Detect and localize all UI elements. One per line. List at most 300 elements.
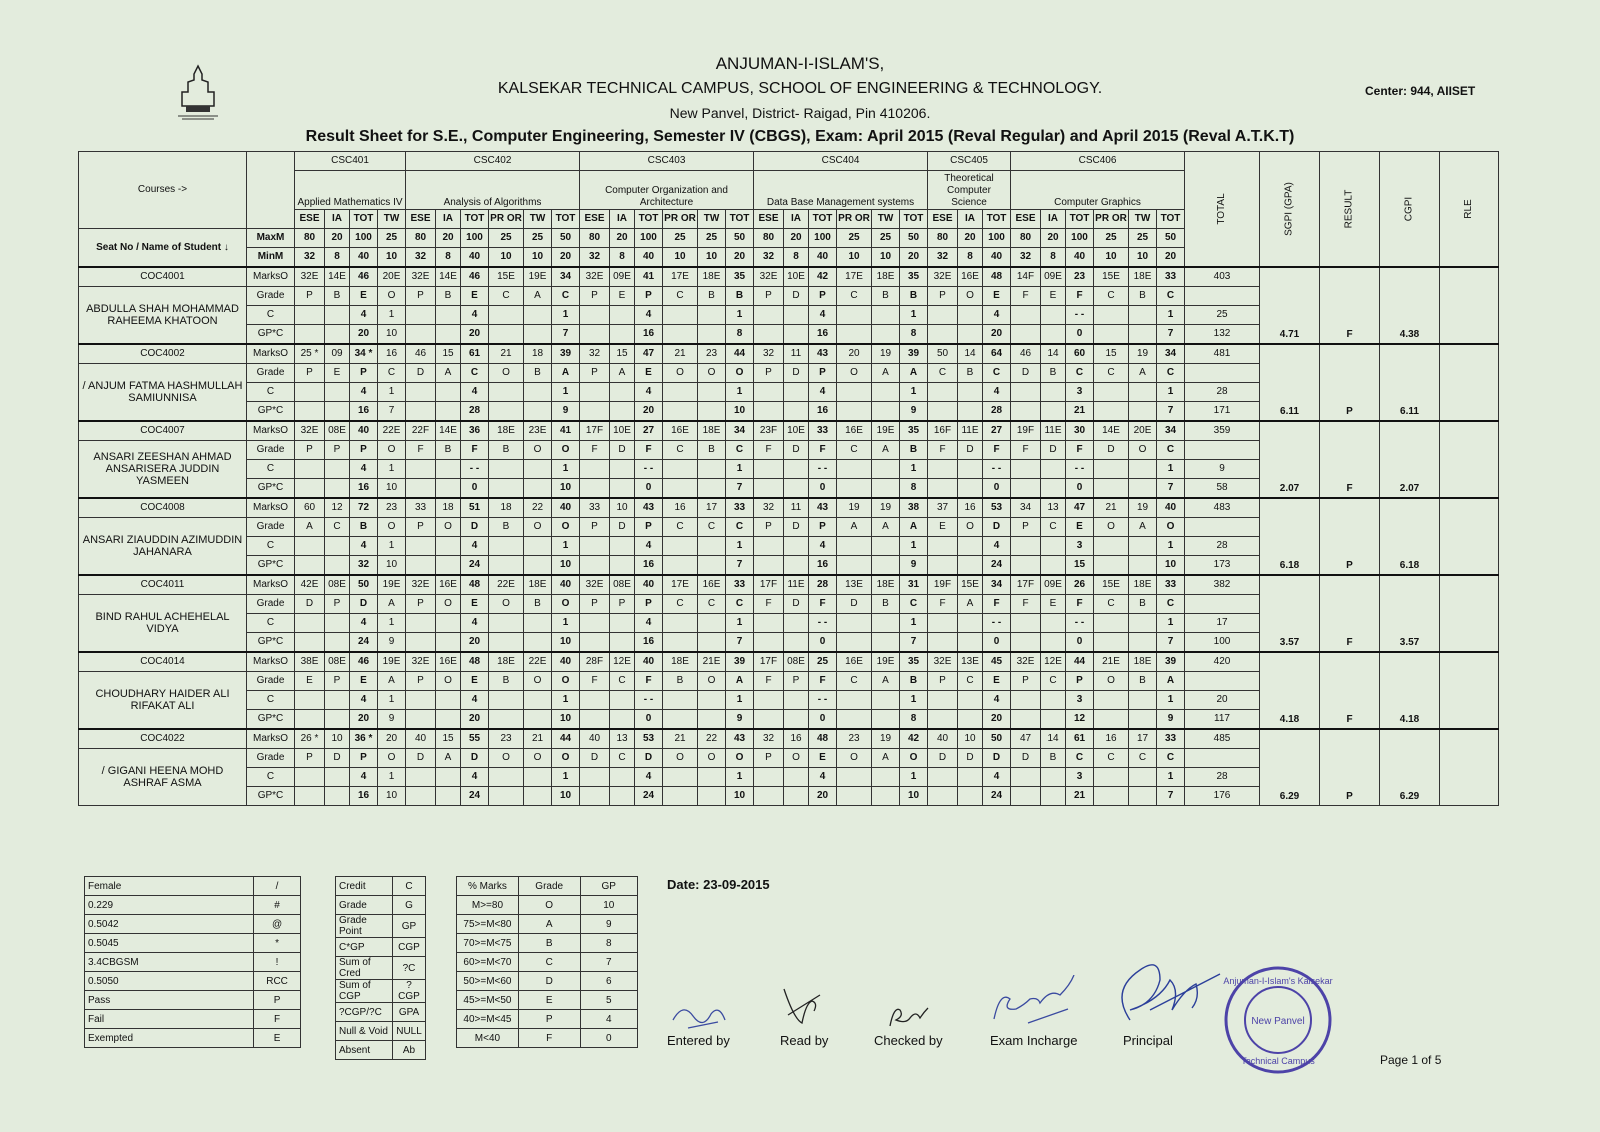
min-mark: 10 xyxy=(663,248,698,268)
marks-cell: 40 xyxy=(406,729,436,749)
grade-cell: F xyxy=(406,441,436,460)
c-cell xyxy=(663,537,698,556)
gpc-cell: 9 xyxy=(552,402,580,422)
min-mark: 8 xyxy=(610,248,635,268)
c-cell: 1 xyxy=(900,537,928,556)
max-mark: 100 xyxy=(1066,229,1094,248)
grade-cell: P xyxy=(1066,672,1094,691)
gpc-cell: 0 xyxy=(635,710,663,730)
grade-cell: O xyxy=(698,672,726,691)
grade-cell: P xyxy=(295,364,325,383)
marks-cell: 09E xyxy=(1041,575,1066,595)
c-cell xyxy=(928,460,958,479)
student-cgpi: 2.07 xyxy=(1380,421,1440,498)
summary-total: 420 xyxy=(1185,652,1260,672)
grade-cell: B xyxy=(1129,595,1157,614)
c-cell: 1 xyxy=(726,614,754,633)
column-label: ESE xyxy=(754,210,784,229)
gpc-cell xyxy=(580,556,610,576)
grade-cell: D xyxy=(784,441,809,460)
grade-cell: O xyxy=(552,749,580,768)
grade-scale-cell: E xyxy=(518,991,580,1010)
c-cell xyxy=(436,614,461,633)
c-cell xyxy=(406,768,436,787)
grade-cell: O xyxy=(784,749,809,768)
gpc-cell: 10 xyxy=(726,402,754,422)
grade-cell: D xyxy=(461,749,489,768)
row-label: C xyxy=(247,691,295,710)
c-cell: 4 xyxy=(350,768,378,787)
marks-cell: 48 xyxy=(461,575,489,595)
seat-number: COC4014 xyxy=(79,652,247,672)
grade-scale-cell: O xyxy=(518,896,580,915)
c-cell xyxy=(580,614,610,633)
gpc-cell: 15 xyxy=(1066,556,1094,576)
marks-cell: 46 xyxy=(1011,344,1041,364)
grade-cell: O xyxy=(900,749,928,768)
gpc-cell xyxy=(784,633,809,653)
grade-cell: C xyxy=(1041,518,1066,537)
c-cell xyxy=(754,537,784,556)
legend-row xyxy=(336,915,426,938)
c-cell: 1 xyxy=(378,460,406,479)
gpc-cell xyxy=(928,402,958,422)
c-cell xyxy=(754,383,784,402)
marks-cell: 16 xyxy=(1094,729,1129,749)
min-mark: 10 xyxy=(489,248,524,268)
c-cell: - - xyxy=(983,614,1011,633)
signature-label-entered-by: Entered by xyxy=(667,1033,730,1048)
c-cell xyxy=(663,691,698,710)
grade-cell: P xyxy=(1011,672,1041,691)
legend-cell: GP xyxy=(393,915,426,938)
marks-cell: 23F xyxy=(754,421,784,441)
grade-cell: E xyxy=(1041,287,1066,306)
c-cell xyxy=(325,460,350,479)
marks-cell: 19 xyxy=(837,498,872,518)
c-cell: 4 xyxy=(350,691,378,710)
course-name: Analysis of Algorithms xyxy=(406,171,580,210)
c-cell: 4 xyxy=(983,691,1011,710)
student-rle xyxy=(1440,498,1499,575)
max-mark: 100 xyxy=(461,229,489,248)
gpc-cell xyxy=(610,710,635,730)
marks-cell: 16E xyxy=(837,652,872,672)
c-cell xyxy=(406,691,436,710)
grade-cell: C xyxy=(1041,672,1066,691)
grade-cell: P xyxy=(635,518,663,537)
grade-cell: P xyxy=(350,749,378,768)
grade-cell: P xyxy=(928,672,958,691)
gpc-cell xyxy=(784,479,809,499)
gpc-cell xyxy=(663,556,698,576)
c-cell: 1 xyxy=(726,460,754,479)
grade-cell: C xyxy=(1157,595,1185,614)
grade-scale-cell: 7 xyxy=(580,953,638,972)
marks-cell: 08E xyxy=(325,575,350,595)
grade-cell: C xyxy=(663,518,698,537)
c-cell xyxy=(1011,460,1041,479)
gpc-cell xyxy=(295,556,325,576)
c-cell xyxy=(406,537,436,556)
marks-cell: 19E xyxy=(872,421,900,441)
c-cell: 1 xyxy=(552,768,580,787)
row-label: Grade xyxy=(247,441,295,460)
c-cell xyxy=(784,460,809,479)
grade-cell: O xyxy=(378,518,406,537)
grade-cell: O xyxy=(1157,518,1185,537)
c-cell xyxy=(325,691,350,710)
gpc-cell xyxy=(1011,402,1041,422)
marks-cell: 11 xyxy=(784,344,809,364)
grade-cell: A xyxy=(378,595,406,614)
summary-sumc: 9 xyxy=(1185,460,1260,479)
c-cell xyxy=(1041,768,1066,787)
grade-cell: O xyxy=(489,364,524,383)
column-label: TW xyxy=(1129,210,1157,229)
max-mark: 20 xyxy=(325,229,350,248)
legend-row xyxy=(85,934,301,953)
column-label: TOT xyxy=(726,210,754,229)
gpc-cell xyxy=(489,710,524,730)
marks-cell: 32E xyxy=(406,575,436,595)
grade-cell: E xyxy=(461,672,489,691)
c-cell: 4 xyxy=(461,306,489,325)
grade-cell: O xyxy=(436,518,461,537)
marks-cell: 72 xyxy=(350,498,378,518)
gpc-cell: 16 xyxy=(635,633,663,653)
c-cell xyxy=(754,691,784,710)
c-cell xyxy=(610,306,635,325)
grade-scale-row xyxy=(457,1010,638,1029)
summary-blank xyxy=(1185,287,1260,306)
grade-scale-cell: 70>=M<75 xyxy=(457,934,519,953)
grade-cell: D xyxy=(784,595,809,614)
grade-cell: E xyxy=(1066,518,1094,537)
gpc-cell: 7 xyxy=(726,479,754,499)
max-mark: 100 xyxy=(635,229,663,248)
student-cgpi: 4.18 xyxy=(1380,652,1440,729)
student-sgpi: 3.57 xyxy=(1260,575,1320,652)
grade-cell: P xyxy=(635,287,663,306)
stamp-text: New Panvel xyxy=(1251,1016,1305,1027)
gpc-cell xyxy=(784,556,809,576)
marks-cell: 33 xyxy=(580,498,610,518)
gpc-cell xyxy=(524,325,552,345)
c-cell xyxy=(1041,383,1066,402)
c-cell: 4 xyxy=(809,768,837,787)
result-table xyxy=(78,151,1499,806)
marks-cell: 15E xyxy=(489,267,524,287)
marks-cell: 39 xyxy=(726,652,754,672)
marks-cell: 60 xyxy=(295,498,325,518)
student-name: ABDULLA SHAH MOHAMMAD RAHEEMA KHATOON xyxy=(79,287,247,345)
gpc-cell xyxy=(928,556,958,576)
grade-cell: O xyxy=(378,441,406,460)
marks-cell: 40 xyxy=(580,729,610,749)
min-mark: 20 xyxy=(900,248,928,268)
c-cell xyxy=(295,383,325,402)
marks-cell: 33 xyxy=(726,498,754,518)
student-rle xyxy=(1440,652,1499,729)
gpc-cell xyxy=(610,556,635,576)
marks-cell: 21E xyxy=(698,652,726,672)
gpc-cell: 7 xyxy=(378,402,406,422)
marks-cell: 17E xyxy=(663,267,698,287)
c-cell xyxy=(524,691,552,710)
grade-cell: C xyxy=(1157,364,1185,383)
c-cell xyxy=(928,537,958,556)
legend-cell: C xyxy=(393,877,426,896)
grade-cell: C xyxy=(663,287,698,306)
marks-cell: 14E xyxy=(436,267,461,287)
gpc-cell: 10 xyxy=(552,556,580,576)
min-mark: 8 xyxy=(958,248,983,268)
seat-number: COC4007 xyxy=(79,421,247,441)
min-mark: 40 xyxy=(461,248,489,268)
c-cell xyxy=(489,614,524,633)
c-cell xyxy=(958,614,983,633)
marks-cell: 48 xyxy=(983,267,1011,287)
grade-scale-cell: D xyxy=(518,972,580,991)
gpc-cell: 21 xyxy=(1066,787,1094,806)
c-cell: - - xyxy=(1066,306,1094,325)
row-label: C xyxy=(247,306,295,325)
column-label: TW xyxy=(872,210,900,229)
grade-scale-row xyxy=(457,934,638,953)
grade-cell: P xyxy=(580,364,610,383)
min-mark: 32 xyxy=(406,248,436,268)
summary-sumc: 20 xyxy=(1185,691,1260,710)
grade-cell: E xyxy=(635,364,663,383)
gpc-cell xyxy=(489,556,524,576)
gpc-cell xyxy=(928,633,958,653)
marks-cell: 16 xyxy=(378,344,406,364)
grade-cell: O xyxy=(552,518,580,537)
result-header xyxy=(1320,152,1380,268)
gpc-cell xyxy=(1041,633,1066,653)
marks-cell: 17 xyxy=(1129,729,1157,749)
max-mark: 20 xyxy=(784,229,809,248)
course-code-csc405: CSC405 xyxy=(928,152,1011,171)
legend-cell: 3.4CBGSM xyxy=(85,953,254,972)
grade-cell: O xyxy=(837,749,872,768)
gpc-cell xyxy=(610,402,635,422)
gpc-cell xyxy=(524,556,552,576)
gpc-cell xyxy=(872,479,900,499)
student-sgpi: 2.07 xyxy=(1260,421,1320,498)
gpc-cell xyxy=(580,402,610,422)
sgpi-header-text: SGPI (GPA) xyxy=(1283,182,1295,236)
legend-cell: E xyxy=(254,1029,301,1048)
c-cell xyxy=(754,768,784,787)
min-mark: 40 xyxy=(635,248,663,268)
grade-cell: A xyxy=(872,518,900,537)
c-cell: 1 xyxy=(1157,614,1185,633)
grade-cell: P xyxy=(295,441,325,460)
gpc-cell xyxy=(784,325,809,345)
marks-cell: 44 xyxy=(552,729,580,749)
grade-cell: P xyxy=(635,595,663,614)
legend-cell: 0.5042 xyxy=(85,915,254,934)
grade-cell: D xyxy=(610,441,635,460)
c-cell xyxy=(489,537,524,556)
svg-text:Anjuman-I-Islam's Kalsekar: Anjuman-I-Islam's Kalsekar xyxy=(1223,976,1333,986)
course-name: Computer Organization and Architecture xyxy=(580,171,754,210)
legend-cell: CGP xyxy=(393,938,426,957)
gpc-cell xyxy=(580,787,610,806)
grade-cell: B xyxy=(489,518,524,537)
grade-cell: O xyxy=(489,749,524,768)
grade-cell: D xyxy=(983,749,1011,768)
gpc-cell: 7 xyxy=(1157,633,1185,653)
summary-sumc: 25 xyxy=(1185,306,1260,325)
marks-cell: 34 xyxy=(1011,498,1041,518)
legend-cell: G xyxy=(393,896,426,915)
grade-cell: P xyxy=(784,672,809,691)
marks-cell: 16E xyxy=(698,575,726,595)
grade-scale-cell: A xyxy=(518,915,580,934)
c-cell: 4 xyxy=(350,614,378,633)
marks-cell: 19E xyxy=(378,652,406,672)
gpc-cell: 24 xyxy=(350,633,378,653)
seat-number: COC4002 xyxy=(79,344,247,364)
column-label: TOT xyxy=(635,210,663,229)
c-cell: 1 xyxy=(378,383,406,402)
column-label: IA xyxy=(610,210,635,229)
gpc-cell xyxy=(436,402,461,422)
grade-scale-table xyxy=(456,876,638,1048)
grade-cell: P xyxy=(406,518,436,537)
student-result: P xyxy=(1320,498,1380,575)
max-mark: 100 xyxy=(350,229,378,248)
center-code: Center: 944, AIISET xyxy=(1365,84,1476,98)
marks-cell: 45 xyxy=(983,652,1011,672)
c-cell xyxy=(698,460,726,479)
marks-cell: 23 xyxy=(378,498,406,518)
row-label: C xyxy=(247,768,295,787)
marks-cell: 47 xyxy=(1066,498,1094,518)
grade-cell: F xyxy=(928,595,958,614)
c-cell xyxy=(958,768,983,787)
c-cell xyxy=(295,614,325,633)
c-cell xyxy=(663,306,698,325)
student-row-marks xyxy=(79,344,1499,364)
column-label: PR OR xyxy=(837,210,872,229)
signature-label-principal: Principal xyxy=(1123,1033,1173,1048)
legend-row xyxy=(336,1003,426,1022)
marks-cell: 28 xyxy=(809,575,837,595)
legend-cell: F xyxy=(254,1010,301,1029)
gpc-cell xyxy=(837,710,872,730)
c-cell: 1 xyxy=(726,691,754,710)
marks-cell: 08E xyxy=(610,575,635,595)
grade-cell: O xyxy=(837,364,872,383)
header-line-3: New Panvel, District- Raigad, Pin 410206. xyxy=(669,105,931,121)
gpc-cell xyxy=(663,325,698,345)
cgpi-header xyxy=(1380,152,1440,268)
summary-sumgpc: 58 xyxy=(1185,479,1260,499)
marks-cell: 41 xyxy=(635,267,663,287)
marks-cell: 17 xyxy=(698,498,726,518)
marks-cell: 51 xyxy=(461,498,489,518)
gpc-cell: 24 xyxy=(461,556,489,576)
legend-cell: ?C xyxy=(393,957,426,980)
gpc-cell xyxy=(524,402,552,422)
gpc-cell xyxy=(1041,479,1066,499)
gpc-cell xyxy=(524,479,552,499)
grade-cell: E xyxy=(610,287,635,306)
summary-blank xyxy=(1185,595,1260,614)
gpc-cell: 16 xyxy=(635,556,663,576)
gpc-cell xyxy=(610,787,635,806)
column-label: PR OR xyxy=(1094,210,1129,229)
legend-cell: Pass xyxy=(85,991,254,1010)
marks-cell: 40 xyxy=(552,575,580,595)
marks-cell: 61 xyxy=(1066,729,1094,749)
marks-cell: 16E xyxy=(837,421,872,441)
marks-cell: 23 xyxy=(1066,267,1094,287)
c-cell: - - xyxy=(1066,614,1094,633)
legend-row xyxy=(85,1029,301,1048)
grade-cell: A xyxy=(295,518,325,537)
grade-cell: C xyxy=(1157,749,1185,768)
legend-row xyxy=(336,938,426,957)
grade-scale-cell: 10 xyxy=(580,896,638,915)
gpc-cell xyxy=(872,787,900,806)
marks-cell: 12E xyxy=(610,652,635,672)
marks-cell: 20E xyxy=(1129,421,1157,441)
marks-cell: 15E xyxy=(1094,267,1129,287)
gpc-cell: 20 xyxy=(461,325,489,345)
gpc-cell xyxy=(784,710,809,730)
grade-cell: A xyxy=(872,749,900,768)
grade-scale-row xyxy=(457,896,638,915)
c-cell: 4 xyxy=(983,537,1011,556)
signature-label-exam-incharge: Exam Incharge xyxy=(990,1033,1078,1048)
grade-cell: D xyxy=(1094,441,1129,460)
column-label: TOT xyxy=(983,210,1011,229)
gpc-cell xyxy=(663,402,698,422)
gpc-cell xyxy=(784,402,809,422)
grade-cell: C xyxy=(610,672,635,691)
marks-cell: 21 xyxy=(663,344,698,364)
c-cell xyxy=(325,614,350,633)
gpc-cell: 0 xyxy=(461,479,489,499)
signature-label-checked-by: Checked by xyxy=(874,1033,943,1048)
marks-cell: 21E xyxy=(1094,652,1129,672)
grade-cell: C xyxy=(461,364,489,383)
grade-cell: F xyxy=(809,595,837,614)
grade-cell: P xyxy=(809,287,837,306)
grade-scale-cell: 0 xyxy=(580,1029,638,1048)
marks-cell: 32E xyxy=(928,267,958,287)
c-cell xyxy=(1129,537,1157,556)
legend-cell: / xyxy=(254,877,301,896)
gpc-cell xyxy=(837,325,872,345)
student-name: / GIGANI HEENA MOHD ASHRAF ASMA xyxy=(79,749,247,806)
gpc-cell: 7 xyxy=(1157,402,1185,422)
gpc-cell: 16 xyxy=(809,402,837,422)
marks-cell: 34 xyxy=(1157,344,1185,364)
c-cell: 4 xyxy=(635,383,663,402)
gpc-cell xyxy=(754,787,784,806)
c-cell xyxy=(436,383,461,402)
gpc-cell: 10 xyxy=(552,710,580,730)
summary-sumc: 28 xyxy=(1185,537,1260,556)
gpc-cell: 9 xyxy=(726,710,754,730)
gpc-cell xyxy=(489,787,524,806)
